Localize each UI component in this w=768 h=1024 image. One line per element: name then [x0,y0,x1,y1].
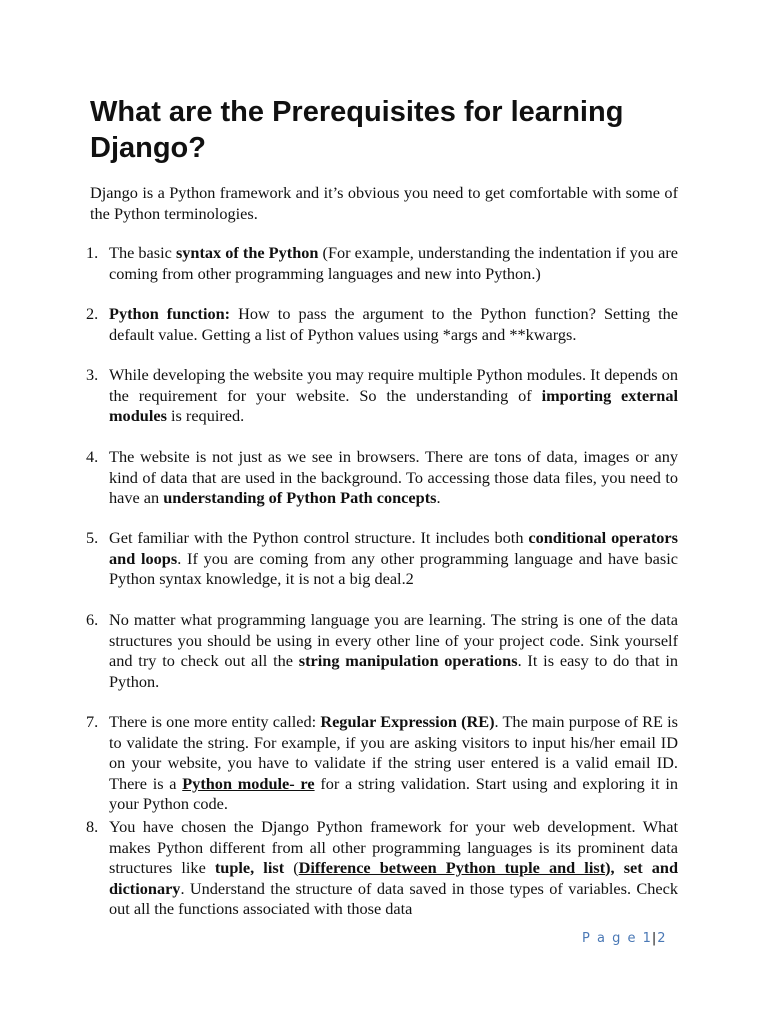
current-page-number: 1 [642,931,651,946]
intro-paragraph: Django is a Python framework and it’s obvious you need to get comfortable with some of the Python terminologies. [90,183,678,223]
list-item-text: Python function: How to pass the argument to the Python function? Setting the default value. Getting a list of Python values using *args and **kwargs. [109,304,678,344]
list-item-text: The website is not just as we see in browsers. There are tons of data, images or any kind of data that are used in the background. To accessing those data files, you need to have an understanding of Python Path concepts. [109,447,678,507]
bold-text: conditional operators and loops [109,528,678,568]
list-item-text: There is one more entity called: Regular Expression (RE). The main purpose of RE is to validate the string. For example, if you are asking visitors to input his/her email ID on your website, you have to validate if the string user entered is a valid email ID. There is a Python module- re for a string validation. Start using and exploring it in your Python code. [109,712,679,813]
bold-text: Regular Expression (RE) [320,712,495,731]
list-item-number: 3. [86,365,99,384]
list-item-text: While developing the website you may require multiple Python modules. It depends on the requirement for your website. So the understanding of importing external modules is required. [109,365,679,425]
list-item-number: 1. [86,243,99,262]
total-pages-number: 2 [657,931,666,946]
page-separator: | [651,931,657,946]
bold-text: syntax of the Python [175,243,319,262]
list-item-number: 2. [86,304,99,323]
list-item-text: You have chosen the Django Python framework for your web development. What makes Python different from all other programming languages is its prominent data structures like tuple, list (Difference between Python tuple and list), set and dictionary. Understand the structure of data saved in those types of variables. Check out all the functions associated with those data [109,817,679,918]
list-item-text: No matter what programming language you are learning. The string is one of the data structures you should be using in every other line of your project code. Sink yourself and try to check out all the string manipulation operations. It is easy to do that in Python. [109,610,678,691]
page-footer [582,931,666,946]
list-item-number: 8. [86,817,99,836]
list-item-number: 7. [86,712,99,731]
bold-text: understanding of Python Path concepts [163,488,437,507]
list-item-number: 6. [86,610,99,629]
inline-link[interactable]: Python module- re [182,773,315,793]
bold-text: string manipulation operations [298,651,518,670]
inline-link[interactable]: Difference between Python tuple and list [298,858,606,877]
list-item-number: 5. [86,528,99,547]
list-item-text: The basic syntax of the Python (For example, understanding the indentation if you are coming from other programming languages and new into Python.) [109,243,678,283]
bold-text: tuple, list [214,858,285,877]
bold-text: importing external modules [109,385,679,425]
list-item-text: Get familiar with the Python control structure. It includes both conditional operators and loops. If you are coming from any other programming language and have basic Python syntax knowledge, it is not a big deal.2 [109,528,678,588]
bold-text: Python function: [109,304,231,323]
bold-text: ), set and dictionary [109,858,679,898]
page-title: What are the Prerequisites for learning Django? [90,96,624,164]
list-item-number: 4. [86,447,99,466]
page-label: P a g e [582,931,637,946]
